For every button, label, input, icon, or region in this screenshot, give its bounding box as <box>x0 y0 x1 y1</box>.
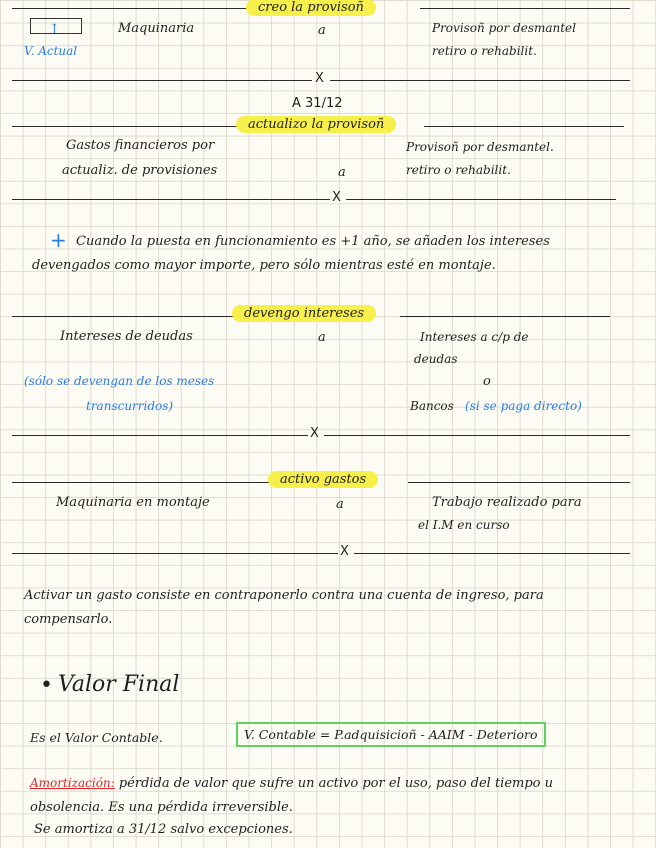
section1-right-l2: retiro o rehabilit. <box>432 44 537 58</box>
section2-rule-left <box>12 126 240 127</box>
section2-right-l1: Provisoñ por desmantel. <box>406 140 554 154</box>
date-heading: A 31/12 <box>292 96 343 111</box>
section2-left-l2: actualiz. de provisiones <box>62 163 218 178</box>
section3-right-l1: Intereses a c/p de <box>420 330 529 344</box>
section4-end-rule-right <box>354 553 630 554</box>
section2-rule-right <box>424 126 624 127</box>
section4-a: a <box>336 497 344 512</box>
activar-text: Activar un gasto consiste en contraponerlo contra una cuenta de ingreso, para compensarlo. <box>24 588 544 627</box>
section1-end-x: X <box>315 71 324 86</box>
section2-end-x: X <box>332 190 341 205</box>
valor-final-lead: Es el Valor Contable. <box>30 730 163 745</box>
section3-end-rule-left <box>12 435 308 436</box>
section4-rule-right <box>408 482 630 483</box>
section3-note-l2: transcurridos) <box>86 399 174 413</box>
section3-rule-right <box>400 316 610 317</box>
section1-right-l1: Provisoñ por desmantel <box>432 21 576 35</box>
amortizacion-definition: pérdida de valor que sufre un activo por el uso, paso del tiempo u obsolencia. Es una pérdida irreversible. <box>30 776 554 815</box>
section2-title: actualizo la provisoñ <box>236 116 396 133</box>
section1-end-rule-right <box>330 80 630 81</box>
section2-end-rule-right <box>346 199 616 200</box>
section4-end-x: X <box>340 544 349 559</box>
section2-end-rule-left <box>12 199 330 200</box>
section4-rule-left <box>12 482 270 483</box>
section4-right-l2: el I.M en curso <box>418 518 510 532</box>
section1-end-rule-left <box>12 80 312 81</box>
section4-right-l1: Trabajo realizado para <box>432 495 582 510</box>
section3-o: o <box>483 374 491 389</box>
section2-left-l1: Gastos financieros por <box>66 138 215 153</box>
section1-a: a <box>318 23 326 38</box>
amortizacion-text <box>30 771 630 820</box>
section4-left: Maquinaria en montaje <box>56 495 210 510</box>
section3-title: devengo intereses <box>232 305 376 322</box>
section3-a: a <box>318 330 326 345</box>
section3-right-l3: Bancos <box>410 399 454 413</box>
section3-right-l2: deudas <box>414 352 458 366</box>
note-plus-text: Cuando la puesta en funcionamiento es +1 año, se añaden los intereses devengados como mayor importe, pero sólo mientras esté en montaje. <box>32 234 550 273</box>
amortizacion-line3: Se amortiza a 31/12 salvo excepciones. <box>34 822 293 837</box>
section1-rule-left <box>12 8 250 9</box>
valor-contable-formula: V. Contable = P.adquisicioñ - AAIM - Deterioro <box>236 722 546 747</box>
section3-left: Intereses de deudas <box>60 329 193 344</box>
section4-end-rule-left <box>12 553 338 554</box>
plus-icon: + <box>50 228 67 252</box>
section2-a: a <box>338 165 346 180</box>
section3-right-l3-note: (si se paga directo) <box>465 399 582 413</box>
section1-rule-right <box>420 8 630 9</box>
section1-title: creo la provisoñ <box>246 0 376 16</box>
section1-note-vactual: V. Actual <box>24 44 78 58</box>
section3-note-l1: (sólo se devengan de los meses <box>24 374 215 388</box>
valor-final-bullet: • <box>40 673 53 698</box>
valor-final-heading: Valor Final <box>58 672 180 697</box>
section3-end-x: X <box>310 426 319 441</box>
section3-end-rule-right <box>324 435 630 436</box>
up-arrow-icon: ↑ <box>49 22 60 37</box>
section3-rule-left <box>12 316 234 317</box>
section2-right-l2: retiro o rehabilit. <box>406 163 511 177</box>
amortizacion-label: Amortización: <box>30 776 115 790</box>
section1-left: Maquinaria <box>118 21 195 36</box>
section4-title: activo gastos <box>268 471 378 488</box>
